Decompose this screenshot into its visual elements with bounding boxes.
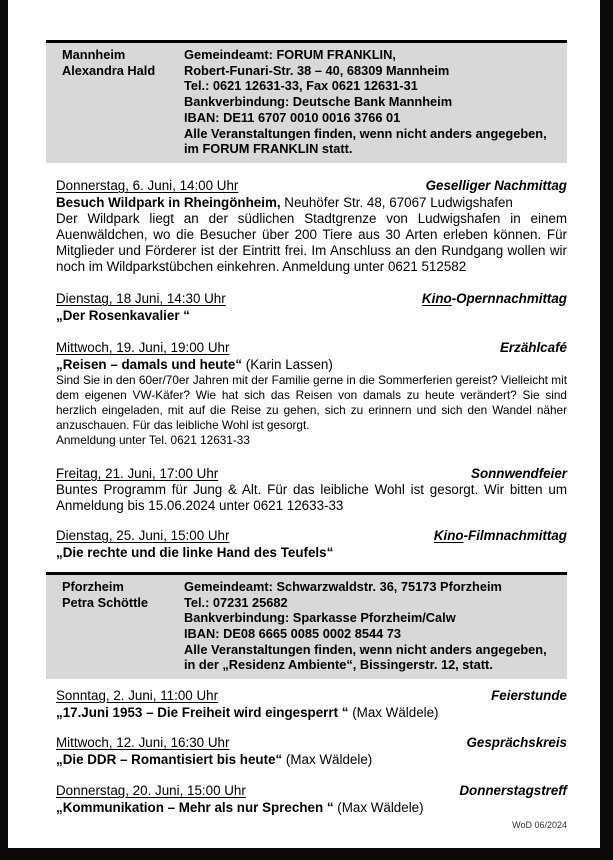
event-description: Buntes Programm für Jung & Alt. Für das leibliche Wohl ist gesorgt. Wir bitten um Anmeldung bis 15.06.2024 unter 0621 12633-33 bbox=[56, 481, 567, 513]
office-line: Gemeindeamt: FORUM FRANKLIN, bbox=[184, 47, 396, 62]
event-donnerstagstreff bbox=[56, 782, 567, 816]
newsletter-page bbox=[8, 0, 600, 848]
event-title-suffix: (Max Wäldele) bbox=[333, 800, 424, 816]
page-content bbox=[46, 40, 567, 830]
contact-box-right-column bbox=[184, 47, 561, 157]
event-wildpark bbox=[56, 177, 567, 275]
event-category-text: Gesprächskreis bbox=[466, 735, 567, 751]
event-date: Mittwoch, 12. Juni, 16:30 Uhr bbox=[56, 735, 230, 751]
note-line: in der „Residenz Ambiente“, Bissingerstr. 12, statt. bbox=[184, 657, 493, 673]
event-title-bold: „Kommunikation – Mehr als nur Sprechen “ bbox=[56, 800, 334, 816]
event-description: Sind Sie in den 60er/70er Jahren mit der Familie gerne in die Sommerferien gereist? Vielleicht mit dem eigenen VW-Käfer? Wie hat sich das Reisen von damals zu heute verändert? Sie sind herzlich eingeladen, mit auf die Reise zu gehen, sich zu erinnern und sich den Wandel näher anzuschauen. Für das leibliche Wohl ist gesorgt. bbox=[56, 372, 567, 432]
event-sonnwendfeier bbox=[56, 465, 567, 514]
event-title-bold: „Die rechte und die linke Hand des Teufels“ bbox=[56, 544, 334, 560]
event-category bbox=[459, 782, 567, 799]
event-date: Freitag, 21. Juni, 17:00 Uhr bbox=[56, 465, 219, 481]
event-head bbox=[56, 339, 567, 356]
contact-box-left-column bbox=[62, 579, 184, 673]
event-category bbox=[434, 527, 567, 544]
event-title-bold: „17.Juni 1953 – Die Freiheit wird eingesperrt “ bbox=[56, 705, 349, 721]
event-head bbox=[56, 527, 567, 544]
event-title bbox=[56, 704, 567, 721]
event-title-suffix: (Karin Lassen) bbox=[242, 356, 333, 372]
event-head bbox=[56, 734, 567, 751]
city-name: Mannheim bbox=[62, 47, 126, 62]
event-date: Mittwoch, 19. Juni, 19:00 Uhr bbox=[56, 339, 230, 355]
contact-box-mannheim bbox=[46, 40, 567, 163]
event-title-bold: „Die DDR – Romantisiert bis heute“ bbox=[56, 752, 283, 768]
city-name: Pforzheim bbox=[62, 578, 124, 594]
event-category-text: -Filmnachmittag bbox=[463, 527, 567, 543]
event-date: Dienstag, 25. Juni, 15:00 Uhr bbox=[56, 527, 230, 543]
event-head bbox=[56, 177, 567, 194]
event-category-underlined: Kino bbox=[421, 290, 452, 306]
event-title bbox=[56, 307, 567, 324]
event-erzaehlcafe bbox=[56, 339, 567, 448]
event-head bbox=[56, 687, 567, 704]
event-category-underlined: Kino bbox=[433, 527, 464, 543]
event-filmnachmittag bbox=[56, 527, 567, 561]
event-date: Dienstag, 18 Juni, 14:30 Uhr bbox=[56, 290, 226, 306]
event-category-text: -Opernnachmittag bbox=[451, 290, 567, 306]
event-title bbox=[56, 751, 567, 768]
event-title bbox=[56, 544, 567, 561]
event-title-suffix: (Max Wäldele) bbox=[348, 705, 439, 721]
event-category-text: Feierstunde bbox=[491, 688, 567, 704]
event-category-text: Donnerstagstreff bbox=[459, 783, 567, 799]
event-date: Donnerstag, 6. Juni, 14:00 Uhr bbox=[56, 177, 239, 193]
event-title-suffix: (Max Wäldele) bbox=[282, 752, 373, 768]
bank-line: Bankverbindung: Deutsche Bank Mannheim bbox=[184, 94, 453, 110]
event-gespraechskreis bbox=[56, 734, 567, 768]
event-rosenkavalier bbox=[56, 290, 567, 324]
contact-box-pforzheim bbox=[46, 572, 567, 679]
bank-line: Bankverbindung: Sparkasse Pforzheim/Calw bbox=[184, 610, 456, 626]
event-description: Der Wildpark liegt an der südlichen Stadtgrenze von Ludwigshafen in einem Auenwäldchen, wo die Besucher über 200 Tiere aus 30 Arten erleben können. Für Mitglieder und Förderer ist der Eintritt frei. Im Anschluss an den Rundgang wollen wir noch im Wildparkstübchen einkehren. Anmeldung unter 0621 512582 bbox=[56, 210, 567, 274]
note-line: im FORUM FRANKLIN statt. bbox=[184, 141, 353, 157]
event-category bbox=[426, 177, 567, 194]
event-category-text: Erzählcafé bbox=[500, 339, 567, 355]
event-category bbox=[467, 734, 568, 751]
iban-line: IBAN: DE11 6707 0010 0016 3766 01 bbox=[184, 109, 401, 125]
contact-person: Petra Schöttle bbox=[62, 594, 149, 610]
phone-line: Tel.: 07231 25682 bbox=[184, 594, 288, 610]
phone-line: Tel.: 0621 12631-33, Fax 0621 12631-31 bbox=[184, 78, 418, 94]
event-title-suffix: Neuhöfer Str. 48, 67067 Ludwigshafen bbox=[280, 194, 513, 210]
event-date: Sonntag, 2. Juni, 11:00 Uhr bbox=[56, 688, 219, 704]
contact-box-right-column bbox=[184, 579, 561, 673]
event-title bbox=[56, 799, 567, 816]
contact-person: Alexandra Hald bbox=[62, 62, 156, 78]
event-registration-line: Anmeldung unter Tel. 0621 12631-33 bbox=[56, 432, 250, 447]
event-head bbox=[56, 782, 567, 799]
office-line: Gemeindeamt: Schwarzwaldstr. 36, 75173 Pforzheim bbox=[184, 578, 502, 594]
note-line: Alle Veranstaltungen finden, wenn nicht anders angegeben, bbox=[184, 641, 547, 657]
event-category bbox=[500, 339, 567, 356]
iban-line: IBAN: DE08 6665 0085 0002 8544 73 bbox=[184, 626, 401, 642]
event-date: Donnerstag, 20. Juni, 15:00 Uhr bbox=[56, 783, 246, 799]
event-category-text: Geselliger Nachmittag bbox=[425, 177, 567, 193]
note-line: Alle Veranstaltungen finden, wenn nicht anders angegeben, bbox=[184, 125, 547, 141]
event-title-bold: „Der Rosenkavalier “ bbox=[56, 307, 190, 323]
event-category bbox=[422, 290, 567, 307]
event-category bbox=[471, 465, 567, 482]
document-version-label: WoD 06/2024 bbox=[512, 820, 567, 831]
event-feierstunde bbox=[56, 687, 567, 721]
event-category-text: Sonnwendfeier bbox=[471, 465, 567, 481]
event-head bbox=[56, 290, 567, 307]
event-title bbox=[56, 194, 567, 211]
event-title bbox=[56, 356, 567, 373]
event-head bbox=[56, 465, 567, 482]
event-title-bold: Besuch Wildpark in Rheingönheim, bbox=[56, 194, 281, 210]
event-title-bold: „Reisen – damals und heute“ bbox=[56, 356, 243, 372]
address-line: Robert-Funari-Str. 38 – 40, 68309 Mannheim bbox=[184, 62, 450, 78]
contact-box-left-column bbox=[62, 47, 184, 157]
event-category bbox=[491, 687, 567, 704]
